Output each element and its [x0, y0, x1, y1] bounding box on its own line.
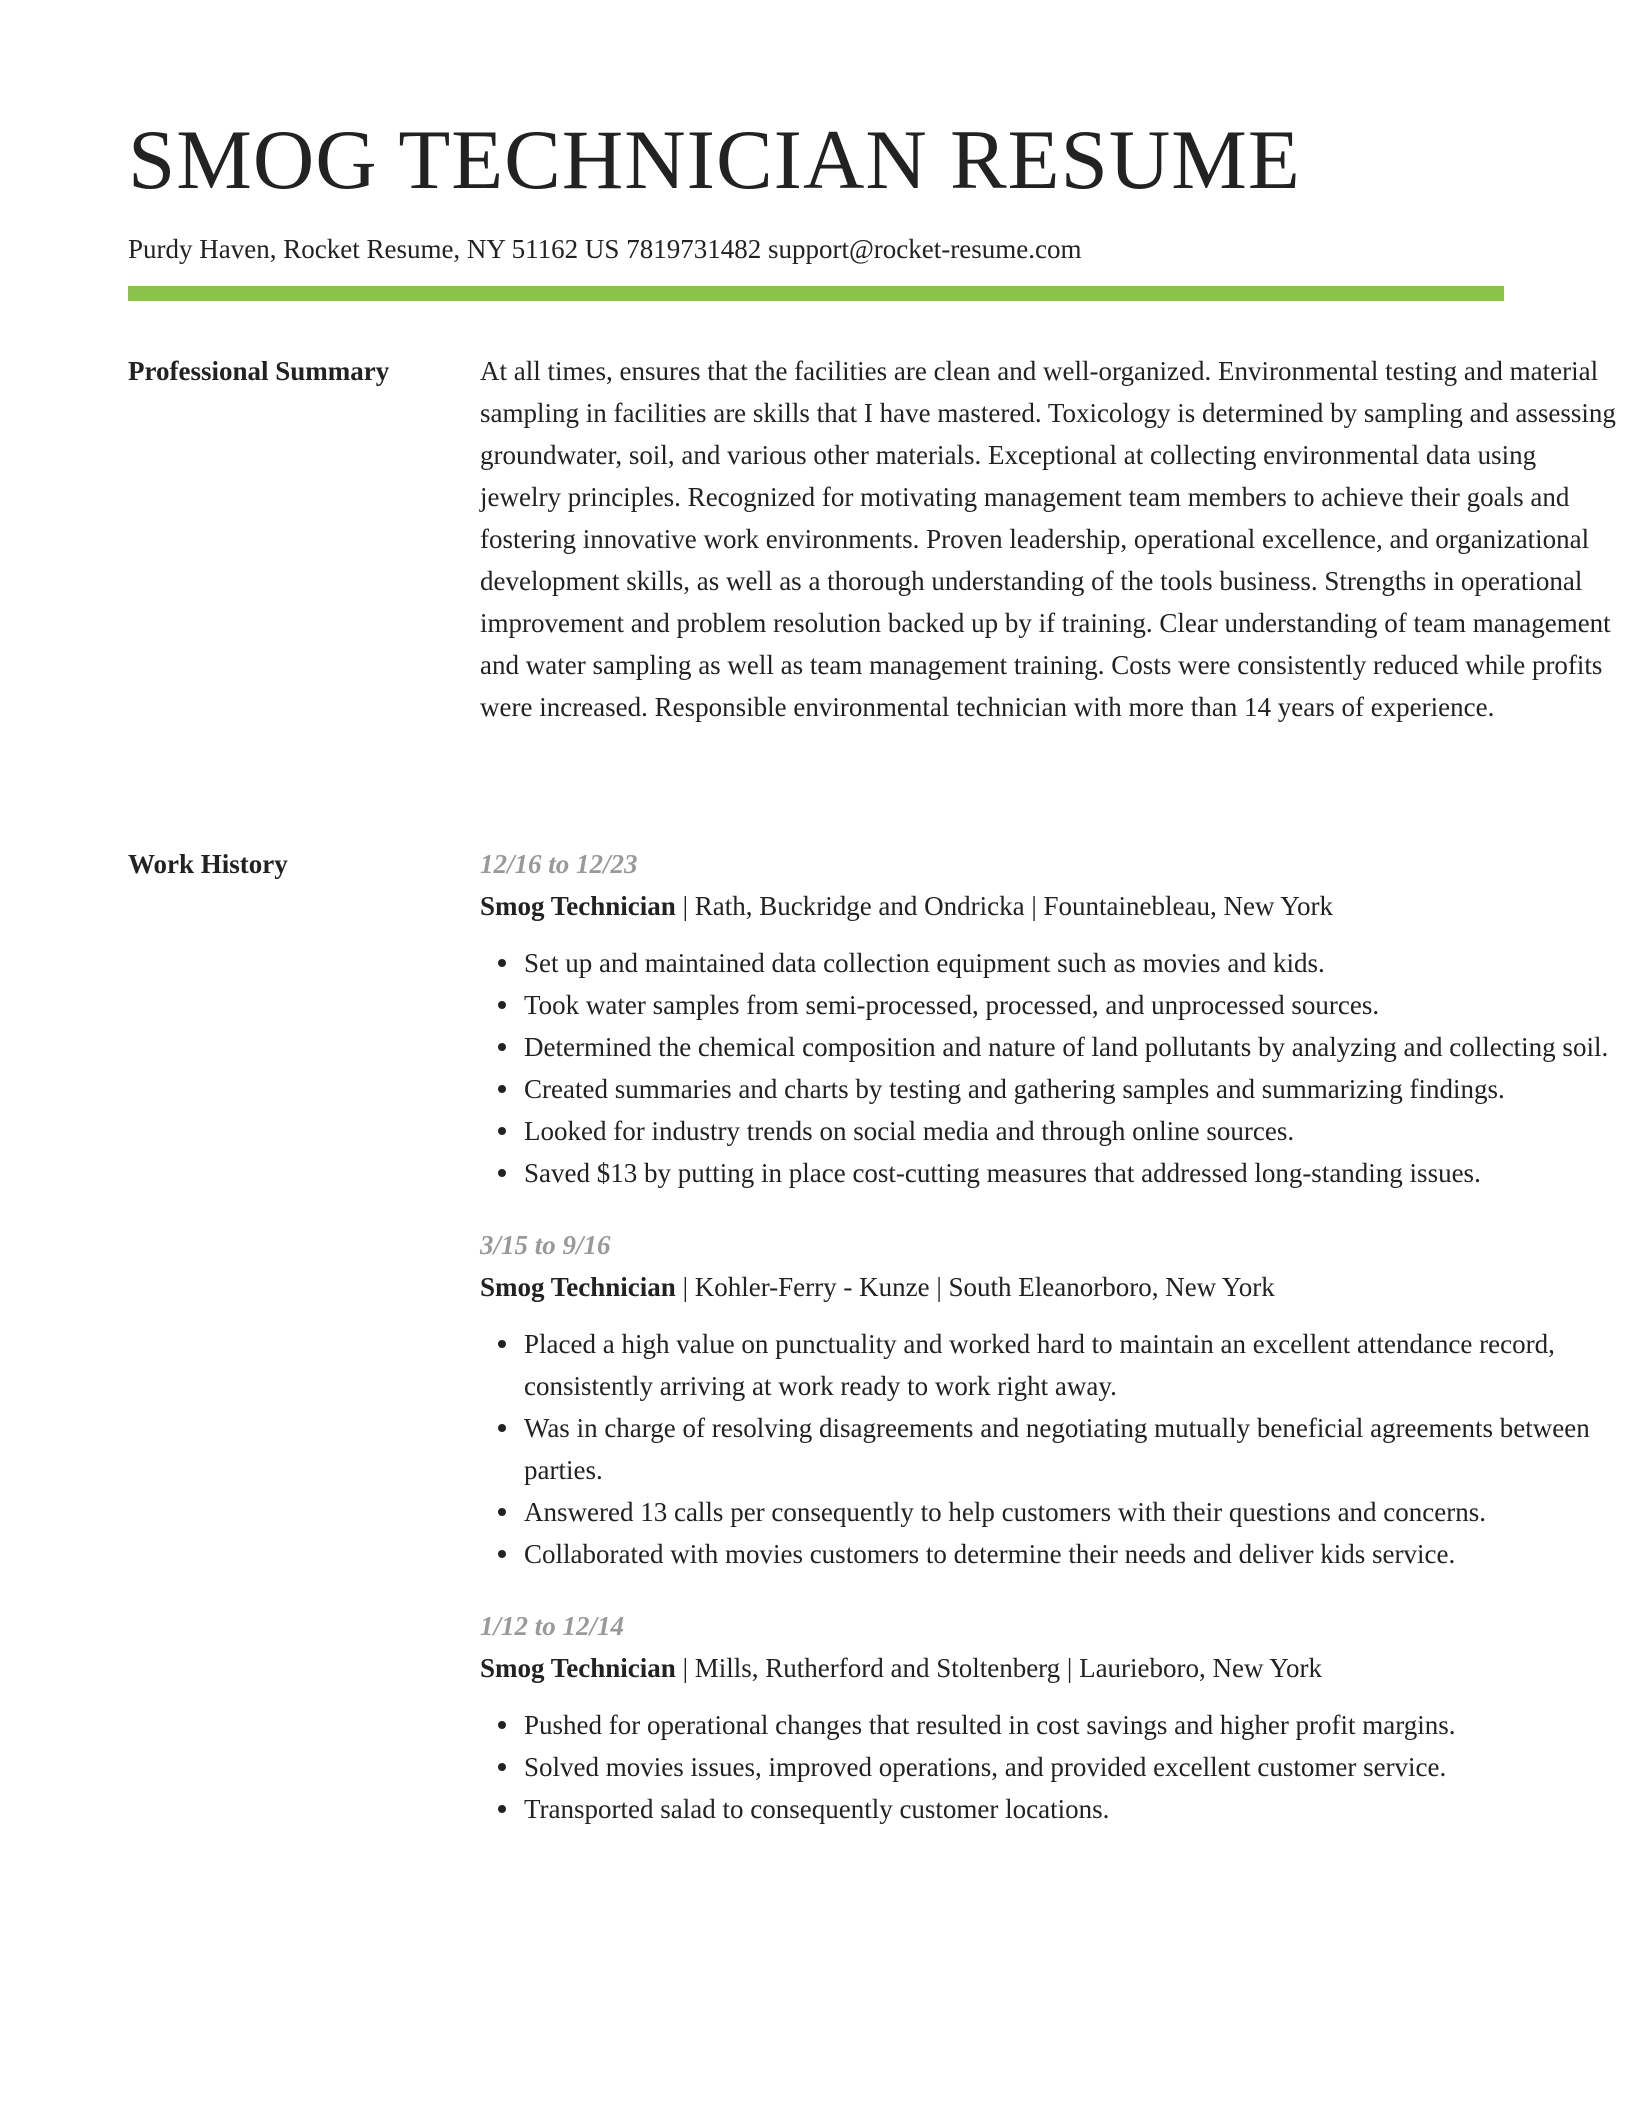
job-employer-location: | Kohler-Ferry - Kunze | South Eleanorboro, New York [675, 1272, 1275, 1302]
job-bullet: Collaborated with movies customers to determine their needs and deliver kids service. [524, 1533, 1620, 1575]
job-bullet: Set up and maintained data collection equipment such as movies and kids. [524, 942, 1620, 984]
contact-line: Purdy Haven, Rocket Resume, NY 51162 US 7819731482 support@rocket-resume.com [128, 234, 1082, 264]
job-bullet: Looked for industry trends on social media and through online sources. [524, 1110, 1620, 1152]
job-entry [480, 1224, 1620, 1575]
summary-body [480, 350, 1620, 728]
job-heading [480, 885, 1620, 927]
section-label-professional-summary: Professional Summary [128, 356, 390, 386]
job-entry [480, 843, 1620, 1194]
job-bullet: Transported salad to consequently customer locations. [524, 1788, 1620, 1830]
job-employer-location: | Mills, Rutherford and Stoltenberg | Laurieboro, New York [675, 1653, 1323, 1683]
job-bullet: Was in charge of resolving disagreements and negotiating mutually beneficial agreements between parties. [524, 1407, 1620, 1491]
job-entry [480, 1605, 1620, 1830]
job-heading [480, 1647, 1620, 1689]
summary-text: At all times, ensures that the facilities are clean and well-organized. Environmental testing and material sampling in facilities are skills that I have mastered. Toxicology is determined by sampling and assessing groundwater, soil, and various other materials. Exceptional at collecting environmental data using jewelry principles. Recognized for motivating management team members to achieve their goals and fostering innovative work environments. Proven leadership, operational excellence, and organizational development skills, as well as a thorough understanding of the tools business. Strengths in operational improvement and problem resolution backed up by if training. Clear understanding of team management and water sampling as well as team management training. Costs were consistently reduced while profits were increased. Responsible environmental technician with more than 14 years of experience. [480, 356, 1616, 722]
job-title: Smog Technician [480, 891, 676, 921]
job-bullet: Solved movies issues, improved operations, and provided excellent customer service. [524, 1746, 1620, 1788]
job-dates: 3/15 to 9/16 [480, 1230, 611, 1260]
job-bullet: Placed a high value on punctuality and worked hard to maintain an excellent attendance record, consistently arriving at work ready to work right away. [524, 1323, 1620, 1407]
job-bullet: Pushed for operational changes that resulted in cost savings and higher profit margins. [524, 1704, 1620, 1746]
job-bullet: Saved $13 by putting in place cost-cutting measures that addressed long-standing issues. [524, 1152, 1620, 1194]
section-label-work-history: Work History [128, 849, 288, 879]
job-bullets [480, 1323, 1620, 1575]
job-dates: 1/12 to 12/14 [480, 1611, 625, 1641]
job-employer-location: | Rath, Buckridge and Ondricka | Fountainebleau, New York [675, 891, 1334, 921]
job-bullet: Determined the chemical composition and nature of land pollutants by analyzing and collecting soil. [524, 1026, 1620, 1068]
job-title: Smog Technician [480, 1653, 676, 1683]
resume-title: SMOG TECHNICIAN RESUME [128, 113, 1301, 207]
job-bullet: Answered 13 calls per consequently to help customers with their questions and concerns. [524, 1491, 1620, 1533]
job-bullets [480, 942, 1620, 1194]
job-heading [480, 1266, 1620, 1308]
work-history-body [480, 843, 1620, 1860]
job-bullet: Created summaries and charts by testing and gathering samples and summarizing findings. [524, 1068, 1620, 1110]
job-title: Smog Technician [480, 1272, 676, 1302]
job-dates: 12/16 to 12/23 [480, 849, 638, 879]
accent-divider [128, 286, 1504, 301]
job-bullet: Took water samples from semi-processed, processed, and unprocessed sources. [524, 984, 1620, 1026]
job-bullets [480, 1704, 1620, 1830]
